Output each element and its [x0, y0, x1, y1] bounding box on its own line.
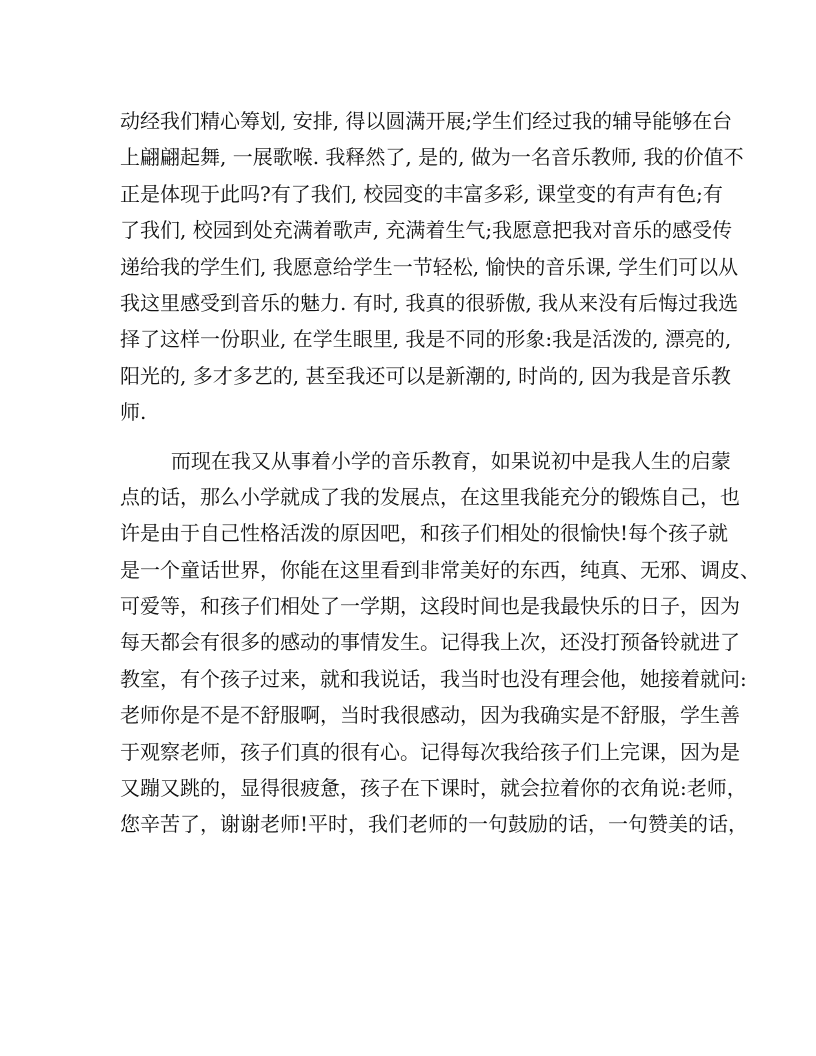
- text-line: 动经我们精心筹划, 安排, 得以圆满开展;学生们经过我的辅导能够在台: [120, 109, 733, 133]
- text-line: 师.: [120, 400, 147, 425]
- paragraph-1: [120, 103, 744, 431]
- text-line: 许是由于自己性格活泼的原因吧，和孩子们相处的很愉快!每个孩子就: [120, 521, 729, 546]
- paragraph-2: [120, 443, 760, 843]
- text-line: 择了这样一份职业, 在学生眼里, 我是不同的形象:我是活泼的, 漂亮的,: [120, 327, 732, 352]
- text-line: 可爱等，和孩子们相处了一学期，这段时间也是我最快乐的日子，因为: [120, 594, 740, 619]
- text-line: 是一个童话世界，你能在这里看到非常美好的东西，纯真、无邪、调皮、: [120, 557, 760, 582]
- text-line: 了我们, 校园到处充满着歌声, 充满着生气;我愿意把我对音乐的感受传: [120, 218, 733, 243]
- text-line: 我这里感受到音乐的魅力. 有时, 我真的很骄傲, 我从来没有后悔过我选: [120, 290, 739, 315]
- text-line: 而现在我又从事着小学的音乐教育，如果说初中是我人生的启蒙: [120, 448, 731, 473]
- text-line: 教室，有个孩子过来，就和我说话，我当时也没有理会他，她接着就问:: [120, 666, 747, 691]
- paragraph-gap: [120, 431, 700, 443]
- text-line: 又蹦又跳的，显得很疲惫，孩子在下课时，就会拉着你的衣角说:老师，: [120, 776, 747, 801]
- text-line: 老师你是不是不舒服啊，当时我很感动，因为我确实是不舒服，学生善: [120, 703, 740, 728]
- text-line: 每天都会有很多的感动的事情发生。记得我上次，还没打预备铃就进了: [120, 630, 740, 655]
- text-line: 上翩翩起舞, 一展歌喉. 我释然了, 是的, 做为一名音乐教师, 我的价值不: [120, 145, 744, 170]
- text-line: 递给我的学生们, 我愿意给学生一节轻松, 愉快的音乐课, 学生们可以从: [120, 254, 739, 279]
- text-line: 您辛苦了，谢谢老师!平时，我们老师的一句鼓励的话，一句赞美的话，: [120, 812, 749, 837]
- body-text: [120, 103, 760, 843]
- text-line: 点的话，那么小学就成了我的发展点，在这里我能充分的锻炼自己，也: [120, 484, 740, 509]
- text-line: 于观察老师，孩子们真的很有心。记得每次我给孩子们上完课，因为是: [120, 739, 740, 764]
- text-line: 阳光的, 多才多艺的, 甚至我还可以是新潮的, 时尚的, 因为我是音乐教: [120, 363, 731, 388]
- text-line: 正是体现于此吗?有了我们, 校园变的丰富多彩, 课堂变的有声有色;有: [120, 181, 723, 206]
